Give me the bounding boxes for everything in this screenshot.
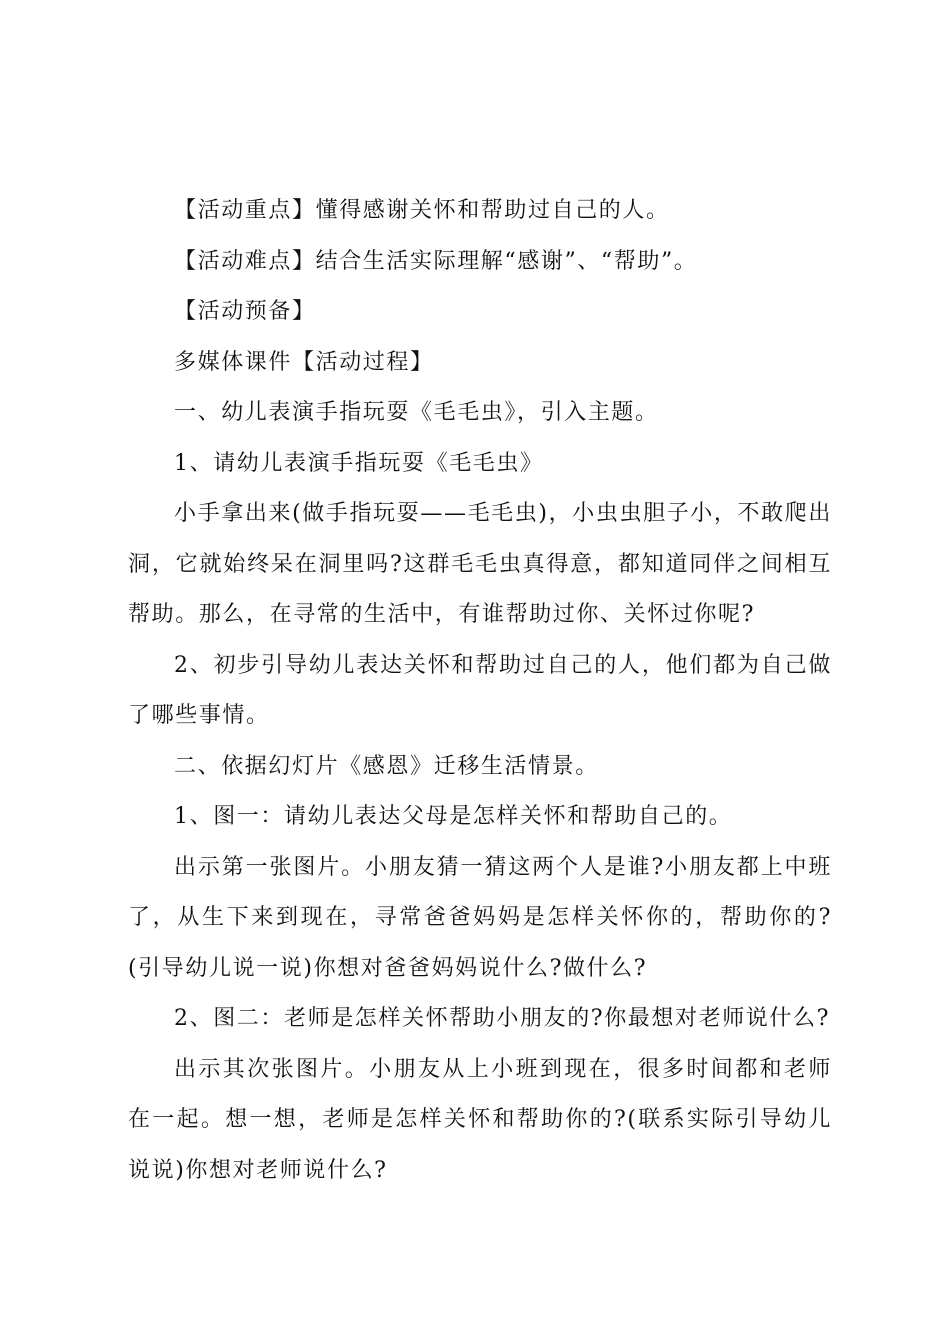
step-two-one: 1、图一：请幼儿表达父母是怎样关怀和帮助自己的。 [174,804,733,829]
step-one-two: 2、初步引导幼儿表达关怀和帮助过自己的人，他们都为自己做了哪些事情。 [128,652,832,728]
paragraph-caterpillar: 小手拿出来(做手指玩耍——毛毛虫)，小虫虫胆子小，不敢爬出洞，它就始终呆在洞里吗?这群毛毛虫真得意，都知道同伴之间相互帮助。那么，在寻常的生活中，有谁帮助过你、关怀过你呢? [128,501,832,627]
document-body [128,186,832,1196]
paragraph-preparation: 【活动预备】 [174,299,316,324]
section-heading-one: 一、幼儿表演手指玩耍《毛毛虫》，引入主题。 [174,400,659,425]
paragraph-picture-two: 出示其次张图片。小朋友从上小班到现在，很多时间都和老师在一起。想一想，老师是怎样关怀和帮助你的?(联系实际引导幼儿说说)你想对老师说什么? [128,1056,832,1183]
paragraph-difficulty: 【活动难点】结合生活实际理解“感谢”、“帮助”。 [174,248,698,274]
step-two-two: 2、图二：老师是怎样关怀帮助小朋友的?你最想对老师说什么? [174,1006,830,1031]
section-heading-two: 二、依据幻灯片《感恩》迁移生活情景。 [174,753,599,779]
step-one-one: 1、请幼儿表演手指玩耍《毛毛虫》 [174,450,544,476]
paragraph-key-point: 【活动重点】懂得感谢关怀和帮助过自己的人。 [174,198,670,223]
paragraph-materials-process: 多媒体课件【活动过程】 [174,349,434,375]
paragraph-picture-one: 出示第一张图片。小朋友猜一猜这两个人是谁?小朋友都上中班了，从生下来到现在，寻常爸爸妈妈是怎样关怀你的，帮助你的?(引导幼儿说一说)你想对爸爸妈妈说什么?做什么? [128,854,832,981]
